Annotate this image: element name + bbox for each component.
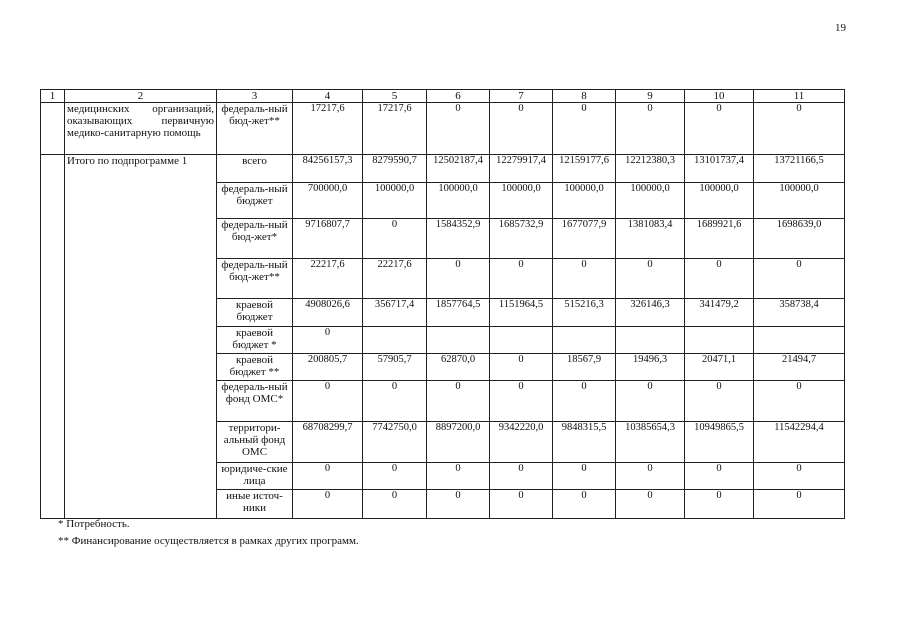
- amount-cell: 0: [490, 463, 553, 490]
- amount-cell: 515216,3: [553, 299, 616, 327]
- amount-cell: 0: [685, 259, 754, 299]
- amount-cell: 0: [490, 490, 553, 519]
- amount-cell: 0: [616, 103, 685, 155]
- column-number-header: 11: [754, 90, 845, 103]
- column-number-header: 4: [293, 90, 363, 103]
- amount-cell: 0: [490, 103, 553, 155]
- budget-table: [40, 89, 845, 519]
- amount-cell: 13101737,4: [685, 155, 754, 183]
- column-number-header: 6: [427, 90, 490, 103]
- amount-cell: 0: [427, 103, 490, 155]
- funding-source-cell: краевой бюджет: [217, 299, 293, 327]
- amount-cell: 22217,6: [363, 259, 427, 299]
- amount-cell: 100000,0: [427, 183, 490, 219]
- amount-cell: 100000,0: [754, 183, 845, 219]
- amount-cell: 0: [427, 259, 490, 299]
- amount-cell: 10385654,3: [616, 422, 685, 463]
- amount-cell: 0: [553, 490, 616, 519]
- amount-cell: 1689921,6: [685, 219, 754, 259]
- amount-cell: 326146,3: [616, 299, 685, 327]
- index-cell: [41, 155, 65, 519]
- amount-cell: 0: [293, 463, 363, 490]
- amount-cell: 356717,4: [363, 299, 427, 327]
- amount-cell: 1685732,9: [490, 219, 553, 259]
- amount-cell: 0: [427, 463, 490, 490]
- amount-cell: 17217,6: [363, 103, 427, 155]
- amount-cell: 1677077,9: [553, 219, 616, 259]
- table-row: [41, 103, 845, 155]
- amount-cell: 0: [685, 463, 754, 490]
- amount-cell: 100000,0: [363, 183, 427, 219]
- amount-cell: 0: [553, 381, 616, 422]
- amount-cell: 0: [363, 463, 427, 490]
- amount-cell: 0: [616, 490, 685, 519]
- funding-source-cell: территори-альный фонд ОМС: [217, 422, 293, 463]
- amount-cell: 0: [754, 381, 845, 422]
- footnote-need: * Потребность.: [58, 518, 130, 530]
- amount-cell: 12159177,6: [553, 155, 616, 183]
- column-number-header: 10: [685, 90, 754, 103]
- funding-source-cell: краевой бюджет **: [217, 354, 293, 381]
- amount-cell: 1698639,0: [754, 219, 845, 259]
- funding-source-cell: иные источ-ники: [217, 490, 293, 519]
- amount-cell: 12502187,4: [427, 155, 490, 183]
- funding-source-cell: краевой бюджет *: [217, 327, 293, 354]
- amount-cell: 17217,6: [293, 103, 363, 155]
- amount-cell: [363, 327, 427, 354]
- amount-cell: 0: [293, 490, 363, 519]
- amount-cell: 0: [616, 381, 685, 422]
- amount-cell: 0: [553, 463, 616, 490]
- column-number-header: 2: [65, 90, 217, 103]
- funding-source-cell: федераль-ный бюд-жет*: [217, 219, 293, 259]
- amount-cell: [427, 327, 490, 354]
- funding-source-cell: федераль-ный фонд ОМС*: [217, 381, 293, 422]
- amount-cell: 0: [363, 490, 427, 519]
- amount-cell: 1584352,9: [427, 219, 490, 259]
- amount-cell: 19496,3: [616, 354, 685, 381]
- amount-cell: 9848315,5: [553, 422, 616, 463]
- amount-cell: [685, 327, 754, 354]
- amount-cell: 1381083,4: [616, 219, 685, 259]
- amount-cell: 0: [754, 259, 845, 299]
- amount-cell: 11542294,4: [754, 422, 845, 463]
- amount-cell: 341479,2: [685, 299, 754, 327]
- amount-cell: 18567,9: [553, 354, 616, 381]
- amount-cell: 0: [616, 463, 685, 490]
- amount-cell: 0: [363, 219, 427, 259]
- amount-cell: 100000,0: [685, 183, 754, 219]
- amount-cell: 100000,0: [490, 183, 553, 219]
- column-number-header: 1: [41, 90, 65, 103]
- amount-cell: 1151964,5: [490, 299, 553, 327]
- amount-cell: 0: [754, 463, 845, 490]
- amount-cell: 57905,7: [363, 354, 427, 381]
- column-number-header: 7: [490, 90, 553, 103]
- amount-cell: 62870,0: [427, 354, 490, 381]
- amount-cell: 4908026,6: [293, 299, 363, 327]
- amount-cell: 12279917,4: [490, 155, 553, 183]
- amount-cell: 358738,4: [754, 299, 845, 327]
- amount-cell: 1857764,5: [427, 299, 490, 327]
- footnote-other-programs: ** Финансирование осуществляется в рамках других программ.: [58, 535, 359, 547]
- program-description-cell: медицинских организаций, оказывающих первичную медико-санитарную помощь: [65, 103, 217, 155]
- amount-cell: 0: [754, 103, 845, 155]
- amount-cell: 100000,0: [616, 183, 685, 219]
- amount-cell: 0: [685, 490, 754, 519]
- amount-cell: 0: [363, 381, 427, 422]
- amount-cell: 22217,6: [293, 259, 363, 299]
- page-number: 19: [835, 22, 846, 34]
- amount-cell: 20471,1: [685, 354, 754, 381]
- amount-cell: 0: [490, 259, 553, 299]
- amount-cell: 84256157,3: [293, 155, 363, 183]
- amount-cell: 100000,0: [553, 183, 616, 219]
- funding-source-cell: всего: [217, 155, 293, 183]
- amount-cell: 0: [427, 490, 490, 519]
- amount-cell: 9342220,0: [490, 422, 553, 463]
- amount-cell: 0: [293, 381, 363, 422]
- amount-cell: 12212380,3: [616, 155, 685, 183]
- amount-cell: 21494,7: [754, 354, 845, 381]
- column-number-header: 9: [616, 90, 685, 103]
- amount-cell: [754, 327, 845, 354]
- header-row: [41, 90, 845, 103]
- amount-cell: 8279590,7: [363, 155, 427, 183]
- amount-cell: 10949865,5: [685, 422, 754, 463]
- amount-cell: 0: [427, 381, 490, 422]
- amount-cell: 0: [490, 354, 553, 381]
- amount-cell: 9716807,7: [293, 219, 363, 259]
- column-number-header: 8: [553, 90, 616, 103]
- amount-cell: 0: [685, 381, 754, 422]
- funding-source-cell: юридиче-ские лица: [217, 463, 293, 490]
- amount-cell: 0: [490, 381, 553, 422]
- amount-cell: 0: [293, 327, 363, 354]
- amount-cell: 0: [553, 259, 616, 299]
- amount-cell: [490, 327, 553, 354]
- index-cell: [41, 103, 65, 155]
- footnotes: [58, 516, 359, 550]
- subprogram-total-cell: Итого по подпрограмме 1: [65, 155, 217, 519]
- amount-cell: 700000,0: [293, 183, 363, 219]
- funding-source-cell: федераль-ный бюд-жет**: [217, 259, 293, 299]
- amount-cell: 8897200,0: [427, 422, 490, 463]
- column-number-header: 5: [363, 90, 427, 103]
- column-number-header: 3: [217, 90, 293, 103]
- amount-cell: 0: [616, 259, 685, 299]
- amount-cell: 0: [685, 103, 754, 155]
- amount-cell: 0: [754, 490, 845, 519]
- amount-cell: 0: [553, 103, 616, 155]
- funding-source-cell: федераль-ный бюд-жет**: [217, 103, 293, 155]
- funding-source-cell: федераль-ный бюджет: [217, 183, 293, 219]
- amount-cell: 13721166,5: [754, 155, 845, 183]
- amount-cell: 7742750,0: [363, 422, 427, 463]
- table-row: [41, 155, 845, 183]
- amount-cell: [553, 327, 616, 354]
- amount-cell: 68708299,7: [293, 422, 363, 463]
- amount-cell: [616, 327, 685, 354]
- amount-cell: 200805,7: [293, 354, 363, 381]
